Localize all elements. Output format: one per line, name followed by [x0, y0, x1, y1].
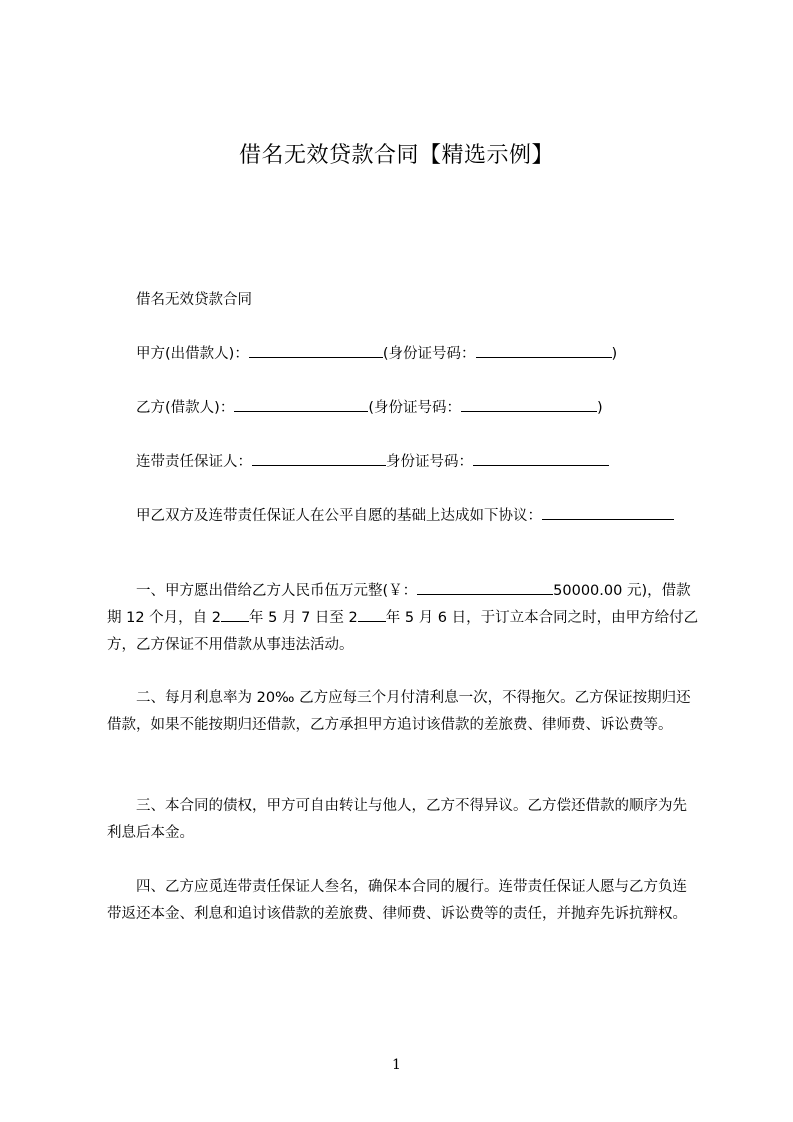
- clause-2: [107, 685, 701, 739]
- clause-1-amount: 50000.00 元)，: [553, 583, 662, 599]
- party-a-close: ): [611, 346, 618, 362]
- party-a-id-blank: [476, 343, 612, 358]
- agreement-intro-text: 甲乙双方及连带责任保证人在公平自愿的基础上达成如下协议：: [136, 508, 542, 524]
- guarantor-label: 连带责任保证人：: [136, 454, 252, 470]
- contract-subtitle: [107, 287, 701, 314]
- agreement-intro: [107, 503, 701, 530]
- party-a-label: 甲方(出借款人)：: [136, 346, 249, 362]
- clause-3-text: 三、本合同的债权，甲方可自由转让与他人，乙方不得异议。乙方偿还借款的顺序为先利息后本金。: [107, 798, 687, 841]
- party-b-id-blank: [461, 397, 597, 412]
- party-a-id-label: (身份证号码：: [382, 346, 476, 362]
- page-number: 1: [392, 1057, 401, 1073]
- clause-1-part3: 年 5 月 7 日至 2: [249, 610, 358, 626]
- subtitle-text: 借名无效贷款合同: [136, 292, 252, 308]
- clause-1-part1: 一、甲方愿出借给乙方人民币伍万元整(￥：: [136, 583, 418, 599]
- guarantor-line: [107, 449, 701, 476]
- party-b-name-blank: [234, 397, 368, 412]
- party-b-close: ): [597, 400, 603, 416]
- clause-3: [107, 793, 701, 847]
- clause-1-part4: 年 5 月 6 日，于订立本合同之时，由甲方给付乙方，乙方保证不用借款从事违法活动。: [107, 610, 699, 653]
- clause-4-text: 四、乙方应觅连带责任保证人叁名，确保本合同的履行。连带责任保证人愿与乙方负连带返还本金、利息和追讨该借款的差旅费、律师费、诉讼费等的责任，并抛弃先诉抗辩权。: [107, 879, 687, 922]
- clause-1-year-blank-1: [221, 607, 249, 622]
- party-b-id-label: (身份证号码：: [368, 400, 461, 416]
- agreement-blank-2: [652, 505, 674, 520]
- guarantor-id-blank: [473, 451, 609, 466]
- party-a-name-blank: [249, 343, 383, 358]
- guarantor-name-blank: [252, 451, 386, 466]
- clause-1-amount-blank: [417, 580, 553, 595]
- party-b-line: [107, 395, 701, 422]
- clause-2-text: 二、每月利息率为 20‰ 乙方应每三个月付清利息一次，不得拖欠。乙方保证按期归还借款，如果不能按期归还借款，乙方承担甲方追讨该借款的差旅费、律师费、诉讼费等。: [107, 690, 691, 733]
- party-b-label: 乙方(借款人)：: [136, 400, 235, 416]
- clause-1-part2: 借款期 12 个月，自 2: [107, 583, 691, 626]
- document-title: 借名无效贷款合同【精选示例】: [238, 143, 554, 168]
- clause-1-year-blank-2: [358, 607, 386, 622]
- clause-1: [107, 578, 701, 659]
- guarantor-id-label: 身份证号码：: [386, 454, 473, 470]
- party-a-line: [107, 341, 701, 368]
- clause-4: [107, 874, 701, 928]
- agreement-blank-1: [542, 505, 652, 520]
